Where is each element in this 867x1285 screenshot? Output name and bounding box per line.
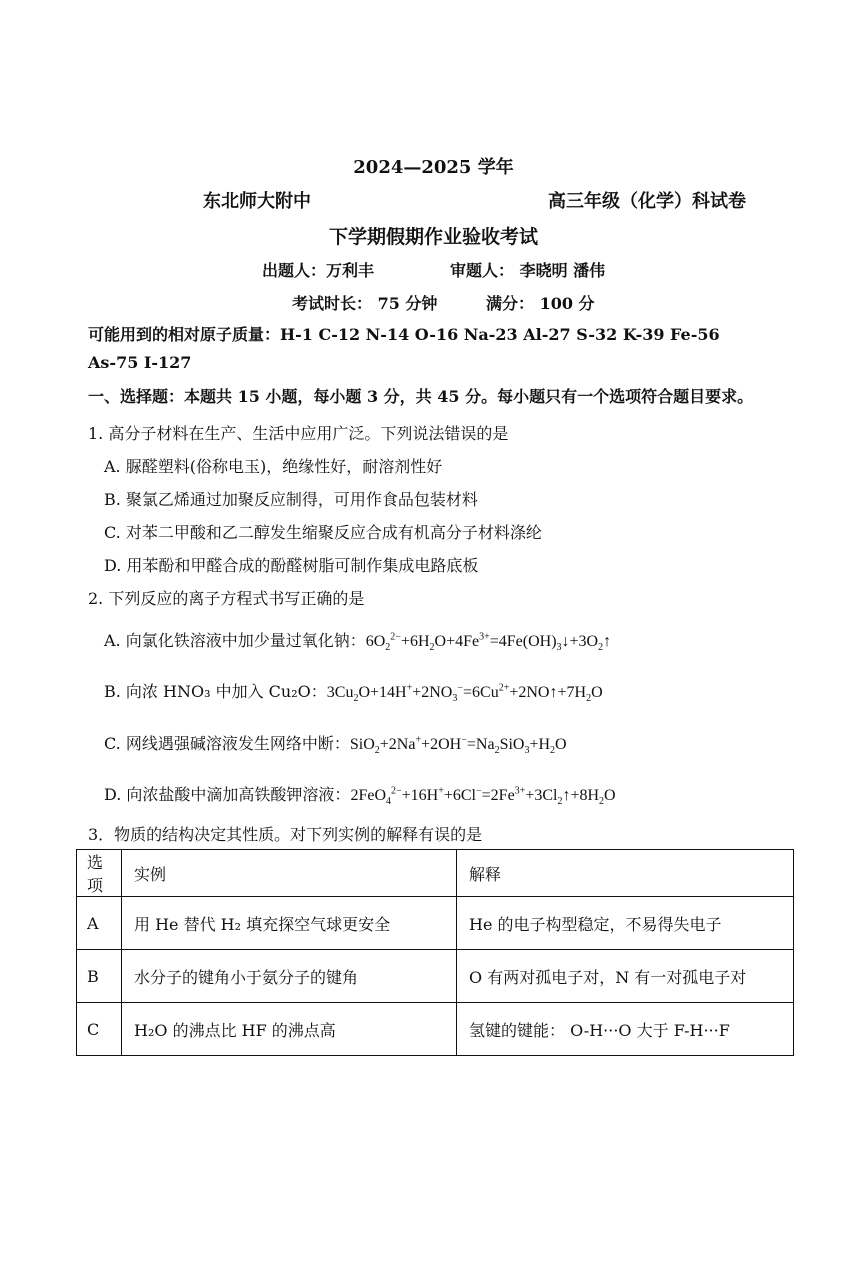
row-option: A — [77, 897, 122, 950]
table-header-example: 实例 — [122, 850, 457, 897]
author-label: 出题人：万利丰 — [262, 261, 375, 280]
row-example: H₂O 的沸点比 HF 的沸点高 — [122, 1003, 457, 1056]
exam-duration: 考试时长： 75 分钟 — [292, 294, 438, 313]
q2-option-c-text: C. 网线遇强碱溶液发生网络中断： — [104, 734, 350, 753]
row-explanation: O 有两对孤电子对，N 有一对孤电子对 — [457, 950, 794, 1003]
row-explanation: 氢键的键能： O-H···O 大于 F-H···F — [457, 1003, 794, 1056]
table-row — [77, 1003, 794, 1056]
q2-option-d-text: D. 向浓盐酸中滴加高铁酸钾溶液： — [104, 785, 351, 804]
row-example: 水分子的键角小于氨分子的键角 — [122, 950, 457, 1003]
q1-option-a: A. 脲醛塑料(俗称电玉)，绝缘性好，耐溶剂性好 — [104, 457, 443, 476]
section-title: 一、选择题：本题共 15 小题，每小题 3 分，共 45 分。每小题只有一个选项符合题目要求。 — [88, 387, 754, 406]
atomic-masses: 可能用到的相对原子质量：H-1 C-12 N-14 O-16 Na-23 Al-27 S-32 K-39 Fe-56 — [88, 325, 720, 344]
q2-option-b-text: B. 向浓 HNO₃ 中加入 Cu₂O： — [104, 682, 327, 701]
table-header-option: 选项 — [77, 850, 122, 897]
table-row — [77, 897, 794, 950]
grade-subject: 高三年级（化学）科试卷 — [548, 191, 746, 212]
q1-stem: 1. 高分子材料在生产、生活中应用广泛。下列说法错误的是 — [88, 424, 509, 443]
q1-option-b: B. 聚氯乙烯通过加聚反应制得，可用作食品包装材料 — [104, 490, 478, 509]
table-header-row — [77, 850, 794, 897]
q2-equation-d: $2FeO_4^{2-}+16H^++6Cl^-=2Fe^{3+}+3Cl_2↑+8H_2O$ — [350, 785, 616, 808]
school-name: 东北师大附中 — [203, 191, 311, 212]
atomic-masses-cont: As-75 I-127 — [88, 353, 192, 372]
q2-stem: 2. 下列反应的离子方程式书写正确的是 — [88, 589, 365, 608]
q1-option-d: D. 用苯酚和甲醛合成的酚醛树脂可制作集成电路底板 — [104, 556, 479, 575]
q2-option-a-text: A. 向氯化铁溶液中加少量过氧化钠： — [104, 631, 366, 650]
q3-stem: 3．物质的结构决定其性质。对下列实例的解释有误的是 — [88, 825, 483, 844]
q2-option-a — [104, 628, 612, 654]
q2-option-b — [104, 679, 603, 705]
q1-option-c: C. 对苯二甲酸和乙二醇发生缩聚反应合成有机高分子材料涤纶 — [104, 523, 542, 542]
q2-equation-c: $SiO_2+2Na^++2OH^-=Na_2SiO_3+H_2O$ — [349, 734, 567, 757]
row-option: B — [77, 950, 122, 1003]
q3-table — [76, 849, 794, 1056]
row-option: C — [77, 1003, 122, 1056]
row-explanation: He 的电子构型稳定，不易得失电子 — [457, 897, 794, 950]
q2-equation-a: $6O_2^{2-}+6H_2O+4Fe^{3+}=4Fe(OH)_3↓+3O_2↑$ — [365, 631, 612, 654]
reviewer-label: 审题人： 李晓明 潘伟 — [450, 261, 606, 280]
full-score: 满分： 100 分 — [486, 294, 595, 313]
exam-name: 下学期假期作业验收考试 — [328, 226, 538, 248]
row-example: 用 He 替代 H₂ 填充探空气球更安全 — [122, 897, 457, 950]
q2-equation-b: $3Cu_2O+14H^++2NO_3^-=6Cu^{2+}+2NO↑+7H_2O$ — [326, 682, 603, 705]
table-row — [77, 950, 794, 1003]
year-heading: 2024—2025 学年 — [353, 157, 514, 178]
q2-option-d — [104, 782, 616, 808]
q2-option-c — [104, 731, 567, 757]
table-header-explanation: 解释 — [457, 850, 794, 897]
